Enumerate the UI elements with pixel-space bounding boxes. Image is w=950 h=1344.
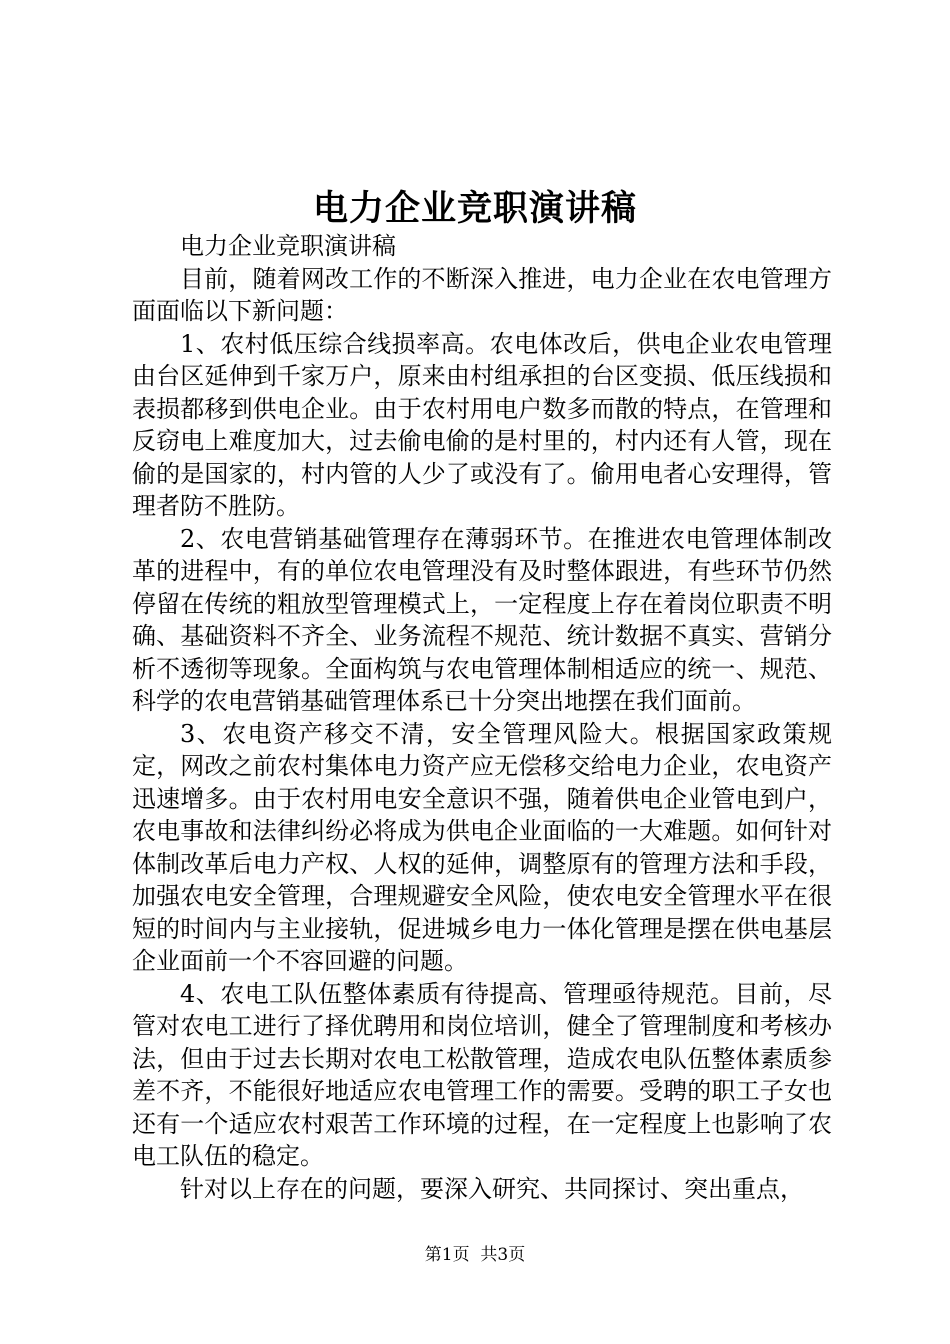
- document-title: 电力企业竞职演讲稿: [312, 188, 637, 229]
- paragraph-item-3: 3、农电资产移交不清，安全管理风险大。根据国家政策规定，网改之前农村集体电力资产应无偿移交给电力企业，农电资产迅速增多。由于农村用电安全意识不强，随着供电企业管电到户，农电事故和法律纠纷必将成为供电企业面临的一大难题。如何针对体制改革后电力产权、人权的延伸，调整原有的管理方法和手段，加强农电安全管理，合理规避安全风险，使农电安全管理水平在很短的时间内与主业接轨，促进城乡电力一体化管理是摆在供电基层企业面前一个不容回避的问题。: [132, 719, 832, 975]
- paragraph-subtitle: 电力企业竞职演讲稿: [180, 232, 396, 260]
- paragraph-item-2: 2、农电营销基础管理存在薄弱环节。在推进农电管理体制改革的进程中，有的单位农电管理没有及时整体跟进，有些环节仍然停留在传统的粗放型管理模式上，一定程度上存在着岗位职责不明确、基础资料不齐全、业务流程不规范、统计数据不真实、营销分析不透彻等现象。全面构筑与农电管理体制相适应的统一、规范、科学的农电营销基础管理体系已十分突出地摆在我们面前。: [132, 524, 832, 715]
- paragraph-item-4: 4、农电工队伍整体素质有待提高、管理亟待规范。目前，尽管对农电工进行了择优聘用和岗位培训，健全了管理制度和考核办法，但由于过去长期对农电工松散管理，造成农电队伍整体素质参差不齐，不能很好地适应农电管理工作的需要。受聘的职工子女也还有一个适应农村艰苦工作环境的过程，在一定程度上也影响了农电工队伍的稳定。: [132, 979, 832, 1170]
- paragraph-item-1: 1、农村低压综合线损率高。农电体改后，供电企业农电管理由台区延伸到千家万户，原来由村组承担的台区变损、低压线损和表损都移到供电企业。由于农村用电户数多而散的特点，在管理和反窃电上难度加大，过去偷电偷的是村里的，村内还有人管，现在偷的是国家的，村内管的人少了或没有了。偷用电者心安理得，管理者防不胜防。: [132, 329, 832, 520]
- paragraph-intro: 目前，随着网改工作的不断深入推进，电力企业在农电管理方面面临以下新问题：: [132, 264, 832, 325]
- page-number: 第1页 共3页: [424, 1245, 526, 1265]
- page-footer: [0, 1243, 950, 1267]
- document-body: [132, 230, 832, 1205]
- paragraph-conclusion: 针对以上存在的问题，要深入研究、共同探讨、突出重点，: [180, 1174, 804, 1203]
